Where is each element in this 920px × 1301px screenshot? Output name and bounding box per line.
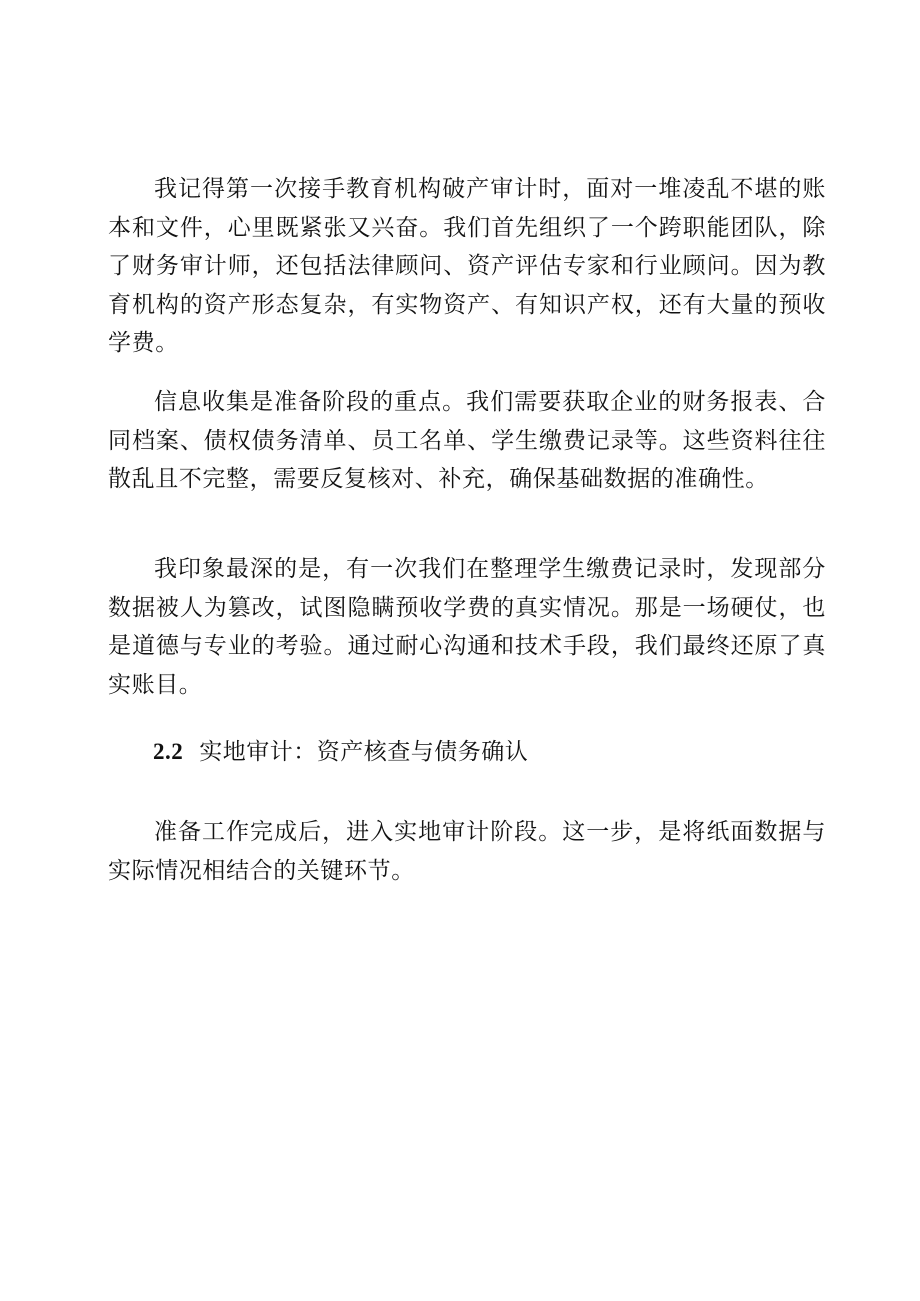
body-paragraph-1: 我记得第一次接手教育机构破产审计时，面对一堆凌乱不堪的账本和文件，心里既紧张又兴奋。我们首先组织了一个跨职能团队，除了财务审计师，还包括法律顾问、资产评估专家和行业顾问。因为教育机构的资产形态复杂，有实物资产、有知识产权，还有大量的预收学费。 — [108, 176, 826, 356]
body-paragraph-4: 准备工作完成后，进入实地审计阶段。这一步，是将纸面数据与实际情况相结合的关键环节。 — [108, 819, 826, 884]
section-title: 实地审计：资产核查与债务确认 — [199, 739, 529, 765]
body-paragraph-2: 信息收集是准备阶段的重点。我们需要获取企业的财务报表、合同档案、债权债务清单、员工名单、学生缴费记录等。这些资料往往散乱且不完整，需要反复核对、补充，确保基础数据的准确性。 — [108, 389, 826, 492]
section-heading — [153, 733, 528, 771]
section-number: 2.2 — [153, 739, 184, 764]
body-paragraph-3: 我印象最深的是，有一次我们在整理学生缴费记录时，发现部分数据被人为篡改，试图隐瞒预收学费的真实情况。那是一场硬仗，也是道德与专业的考验。通过耐心沟通和技术手段，我们最终还原了真实账目。 — [108, 556, 826, 698]
